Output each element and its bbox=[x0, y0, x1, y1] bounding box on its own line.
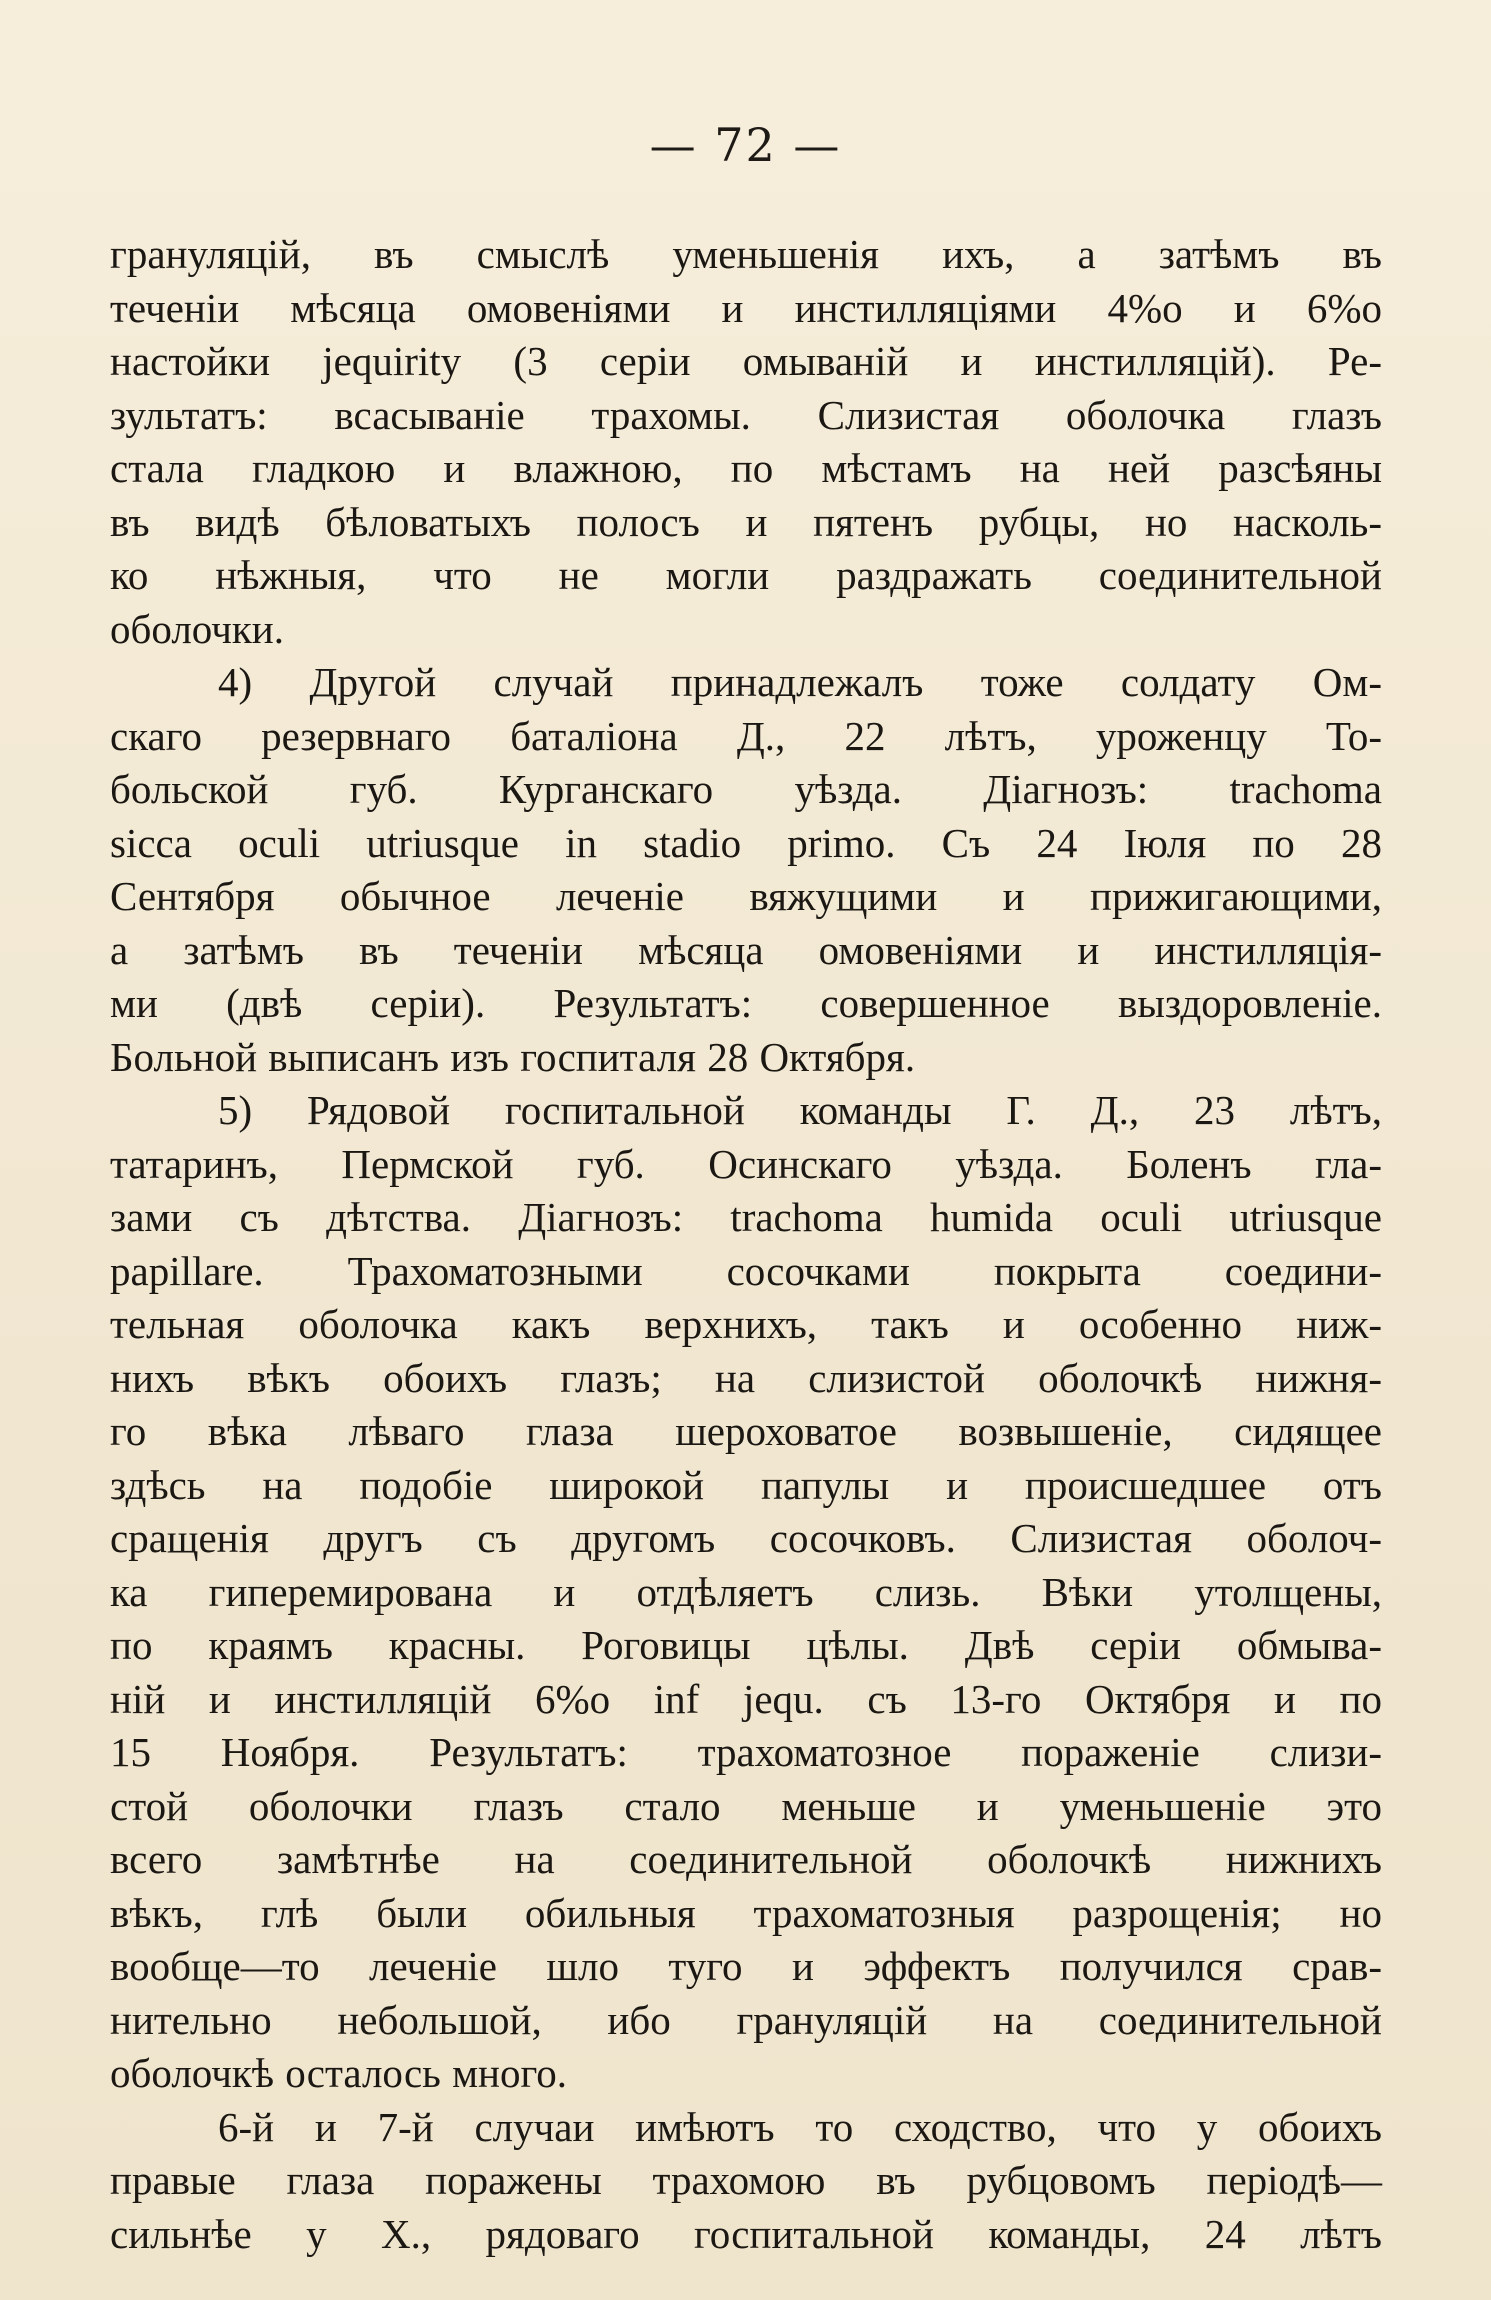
text-line: 15 Ноября. Результатъ: трахоматозное пораженіе слизи- bbox=[110, 1729, 1382, 1775]
text-line: ка гиперемирована и отдѣляетъ слизь. Вѣки утолщены, bbox=[110, 1568, 1382, 1615]
text-line: больской губ. Курганскаго уѣзда. Діагнозъ: trachoma bbox=[110, 766, 1382, 812]
body-text bbox=[110, 228, 1382, 2261]
text-line: здѣсь на подобіе широкой папулы и происшедшее отъ bbox=[110, 1461, 1382, 1508]
text-line: сращенія другъ съ другомъ сосочковъ. Слизистая оболоч- bbox=[110, 1515, 1382, 1561]
paragraph-start: 5) Рядовой госпитальной команды Г. Д., 23 лѣтъ, bbox=[218, 1087, 1382, 1133]
text-line: sicca oculi utriusque in stadio primo. Съ 24 Іюля по 28 bbox=[110, 819, 1382, 866]
text-line: го вѣка лѣваго глаза шероховатое возвышеніе, сидящее bbox=[110, 1408, 1382, 1454]
text-line: нительно небольшой, ибо грануляцій на соединительной bbox=[110, 1996, 1382, 2043]
text-line: ній и инстилляцій 6%о inf jequ. съ 13-го Октября и по bbox=[110, 1675, 1382, 1722]
text-line: зами съ дѣтства. Діагнозъ: trachoma humida oculi utriusque bbox=[110, 1194, 1382, 1240]
text-line: нихъ вѣкъ обоихъ глазъ; на слизистой оболочкѣ нижня- bbox=[110, 1354, 1382, 1401]
text-line: ко нѣжныя, что не могли раздражать соединительной bbox=[110, 552, 1382, 598]
text-line: всего замѣтнѣе на соединительной оболочкѣ нижнихъ bbox=[110, 1836, 1382, 1882]
text-line: скаго резервнаго баталіона Д., 22 лѣтъ, уроженцу То- bbox=[110, 712, 1382, 759]
text-line: ми (двѣ серіи). Результатъ: совершенное выздоровленіе. bbox=[110, 980, 1382, 1026]
text-line: вѣкъ, глѣ были обильныя трахоматозныя разрощенія; но bbox=[110, 1889, 1382, 1936]
text-line: сильнѣе у Х., рядоваго госпитальной команды, 24 лѣтъ bbox=[110, 2210, 1382, 2257]
text-line: въ видѣ бѣловатыхъ полосъ и пятенъ рубцы, но насколь- bbox=[110, 498, 1382, 545]
text-line: грануляцій, въ смыслѣ уменьшенія ихъ, а затѣмъ въ bbox=[110, 231, 1382, 277]
text-line: стой оболочки глазъ стало меньше и уменьшеніе это bbox=[110, 1782, 1382, 1829]
text-line: настойки jequirity (3 серіи омываній и инстилляцій). Ре- bbox=[110, 338, 1382, 384]
paragraph-start: 6-й и 7-й случаи имѣютъ то сходство, что у обоихъ bbox=[218, 2103, 1382, 2150]
text-line: оболочки. bbox=[110, 605, 284, 652]
text-line: зультатъ: всасываніе трахомы. Слизистая оболочка глазъ bbox=[110, 391, 1382, 438]
text-line: правые глаза поражены трахомою въ рубцовомъ періодѣ— bbox=[110, 2157, 1382, 2203]
text-line: а затѣмъ въ теченіи мѣсяца омовеніями и инстилляція- bbox=[110, 926, 1382, 973]
text-line: стала гладкою и влажною, по мѣстамъ на ней разсѣяны bbox=[110, 445, 1382, 491]
text-line: вообще—то леченіе шло туго и эффектъ получился срав- bbox=[110, 1943, 1382, 1989]
text-line: оболочкѣ осталось много. bbox=[110, 2050, 568, 2096]
text-line: по краямъ красны. Роговицы цѣлы. Двѣ серіи обмыва- bbox=[110, 1622, 1382, 1668]
page-number: — 72 — bbox=[649, 118, 842, 172]
text-line: papillare. Трахоматозными сосочками покрыта соедини- bbox=[110, 1247, 1382, 1294]
text-line: теченіи мѣсяца омовеніями и инстилляціями 4%о и 6%о bbox=[110, 284, 1382, 331]
text-line: Больной выписанъ изъ госпиталя 28 Октября. bbox=[110, 1033, 916, 1080]
text-line: Сентября обычное леченіе вяжущими и прижигающими, bbox=[110, 873, 1382, 919]
text-line: тельная оболочка какъ верхнихъ, такъ и особенно ниж- bbox=[110, 1301, 1382, 1347]
text-line: татаринъ, Пермской губ. Осинскаго уѣзда. Боленъ гла- bbox=[110, 1140, 1382, 1187]
paragraph-start: 4) Другой случай принадлежалъ тоже солдату Ом- bbox=[218, 659, 1382, 705]
